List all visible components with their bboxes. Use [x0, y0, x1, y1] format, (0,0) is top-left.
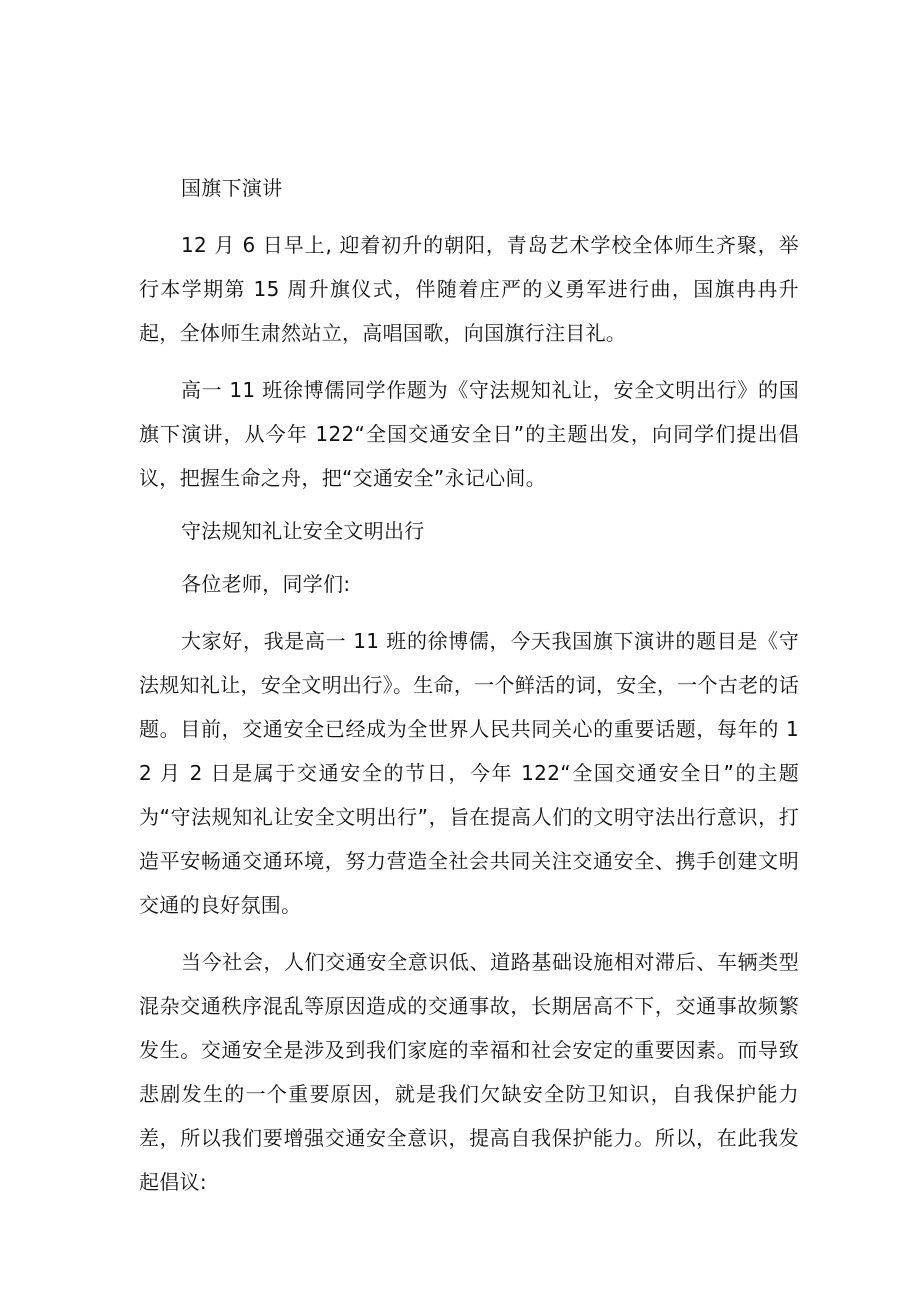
speech-greeting: 各位老师，同学们:	[181, 572, 351, 596]
paragraph-speech-body-1: 大家好，我是高一 11 班的徐博儒，今天我国旗下演讲的题目是《守法规知礼让，安全文明出行》。生命，一个鲜活的词，安全，一个古老的话题。目前，交通安全已经成为全世界人民共同关心的重要话题，每年的 12 月 2 日是属于交通安全的节日，今年 122“全国交通安全日”的主题为“守法规知礼让安全文明出行”，旨在提高人们的文明守法出行意识，打造平安畅通交通环境，努力营造全社会共同关注交通安全、携手创建文明交通的良好氛围。	[139, 629, 799, 917]
speech-heading: 守法规知礼让安全文明出行	[181, 519, 425, 543]
paragraph-speech-intro: 高一 11 班徐博儒同学作题为《守法规知礼让，安全文明出行》的国旗下演讲，从今年 122“全国交通安全日”的主题出发，向同学们提出倡议，把握生命之舟，把“交通安全”永记心间。	[139, 378, 799, 490]
document-page	[139, 166, 799, 1204]
paragraph-speech-body-2: 当今社会，人们交通安全意识低、道路基础设施相对滞后、车辆类型混杂交通秩序混乱等原因造成的交通事故，长期居高不下，交通事故频繁发生。交通安全是涉及到我们家庭的幸福和社会安定的重要因素。而导致悲剧发生的一个重要原因，就是我们欠缺安全防卫知识，自我保护能力差，所以我们要增强交通安全意识，提高自我保护能力。所以，在此我发起倡议:	[139, 950, 799, 1194]
document-title: 国旗下演讲	[181, 176, 283, 200]
paragraph-flag-ceremony: 12 月 6 日早上, 迎着初升的朝阳，青岛艺术学校全体师生齐聚，举行本学期第 15 周升旗仪式，伴随着庄严的义勇军进行曲，国旗冉冉升起，全体师生肃然站立，高唱国歌，向国旗行注目礼。	[139, 233, 799, 345]
